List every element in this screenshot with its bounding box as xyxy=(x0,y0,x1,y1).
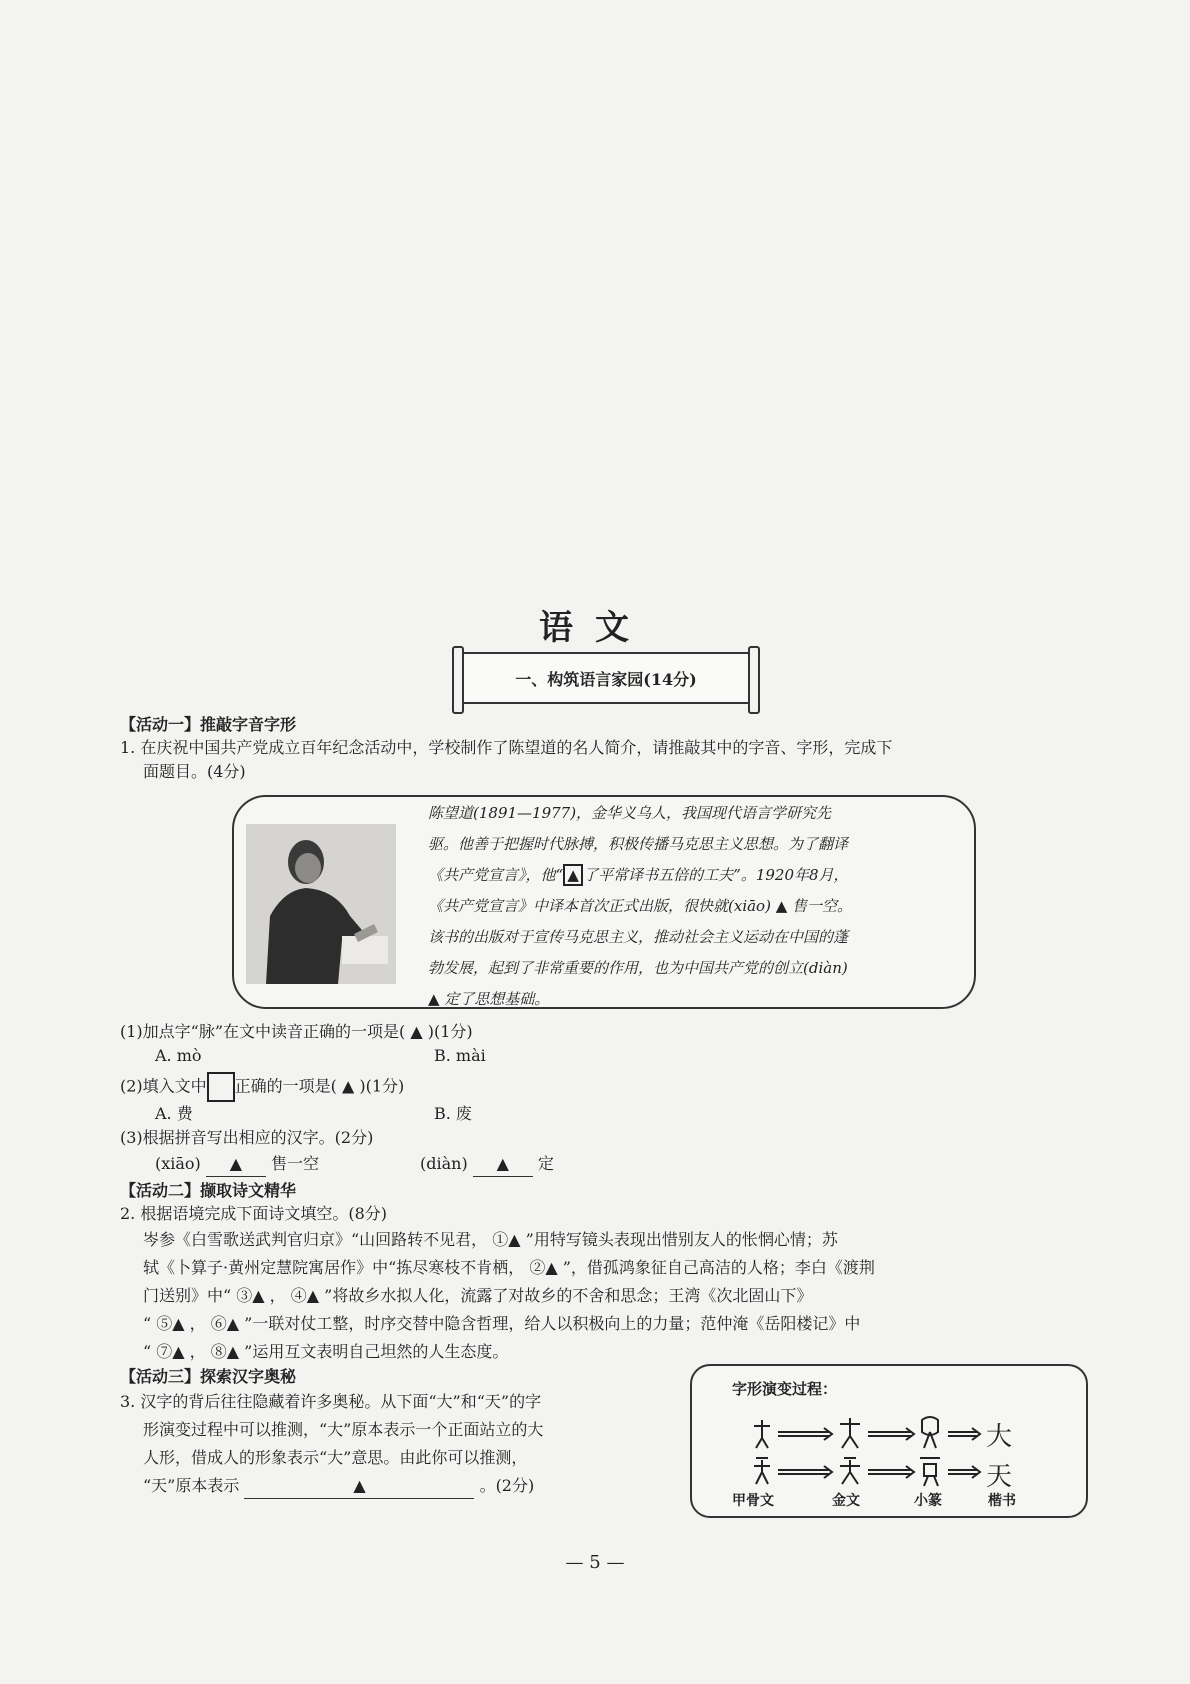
q1-sub2-option-a: A. 费 xyxy=(155,1104,193,1123)
q2-line1: 2. 根据语境完成下面诗文填空。(8分) xyxy=(120,1204,388,1223)
label-jinwen: 金文 xyxy=(832,1493,860,1509)
bio-line-2: 驱。他善于把握时代脉搏，积极传播马克思主义思想。为了翻译 xyxy=(428,835,849,853)
q1-sub2-option-b: B. 废 xyxy=(434,1104,472,1123)
activity2-heading: 【活动二】撷取诗文精华 xyxy=(120,1181,297,1200)
q1-sub2: (2)填入文中 正确的一项是( ▲ )(1分) xyxy=(120,1072,404,1102)
q2-line4: 门送别》中“ ③▲ ， ④▲ ”将故乡水拟人化，流露了对故乡的不舍和思念；王湾《次北固山下》 xyxy=(143,1286,813,1305)
q2-line6: “ ⑦▲ ， ⑧▲ ”运用互文表明自己坦然的人生态度。 xyxy=(143,1342,509,1361)
q1-line2: 面题目。(4分) xyxy=(143,762,246,781)
q3-line1: 3. 汉字的背后往往隐藏着许多奥秘。从下面“大”和“天”的字 xyxy=(120,1392,542,1411)
bio-line-7: ▲ 定了思想基础。 xyxy=(428,990,550,1008)
activity1-heading: 【活动一】推敲字音字形 xyxy=(120,715,297,734)
answer-blank[interactable]: ▲ xyxy=(206,1152,266,1177)
page-number: — 5 — xyxy=(565,1552,625,1573)
glyph-tian-kaishu: 天 xyxy=(986,1462,1013,1492)
bio-line-4: 《共产党宣言》中译本首次正式出版，很快就(xiāo) ▲ 售一空。 xyxy=(428,897,853,915)
glyph-evolution-box xyxy=(690,1364,1088,1518)
q3-line4: “天”原本表示 ▲ 。(2分) xyxy=(143,1474,534,1499)
portrait-photo xyxy=(246,824,396,984)
evolution-title: 字形演变过程： xyxy=(732,1380,838,1398)
blank-square xyxy=(207,1072,235,1102)
label-xiaozhuan: 小篆 xyxy=(914,1493,942,1509)
bio-line-3: 《共产党宣言》，他“ ▲ 了平常译书五倍的工夫”。1920年8月， xyxy=(428,866,849,884)
q2-line5: “ ⑤▲ ， ⑥▲ ”一联对仗工整，时序交替中隐含哲理，给人以积极向上的力量；范仲淹《岳阳楼记》中 xyxy=(143,1314,861,1333)
activity3-heading: 【活动三】探索汉字奥秘 xyxy=(120,1367,297,1386)
q2-line3: 轼《卜算子·黄州定慧院寓居作》中“拣尽寒枝不肯栖， ②▲ ”，借孤鸿象征自己高洁的人格；李白《渡荆 xyxy=(143,1258,875,1277)
q1-sub1-option-b: B. mài xyxy=(434,1046,486,1065)
bio-blank-box: ▲ xyxy=(563,864,583,886)
section-title: 一、构筑语言家园(14分) xyxy=(515,669,697,689)
q1-sub3: (3)根据拼音写出相应的汉字。(2分) xyxy=(120,1128,374,1147)
label-jiaguwen: 甲骨文 xyxy=(732,1493,774,1509)
q1-line1: 1. 在庆祝中国共产党成立百年纪念活动中，学校制作了陈望道的名人简介，请推敲其中的字音、字形，完成下 xyxy=(120,738,893,757)
q2-line2: 岑参《白雪歌送武判官归京》“山回路转不见君， ①▲ ”用特写镜头表现出惜别友人的怅惘心情；苏 xyxy=(143,1230,838,1249)
answer-blank[interactable]: ▲ xyxy=(244,1474,474,1499)
q3-line3: 人形，借成人的形象表示“大”意思。由此你可以推测， xyxy=(143,1448,528,1467)
q3-line2: 形演变过程中可以推测，“大”原本表示一个正面站立的大 xyxy=(143,1420,544,1439)
q1-sub1: (1)加点字“脉”在文中读音正确的一项是( ▲ )(1分) xyxy=(120,1022,473,1041)
subject-title: 语文 xyxy=(539,608,651,648)
answer-blank[interactable]: ▲ xyxy=(473,1152,533,1177)
biography-text xyxy=(428,798,958,1015)
label-kaishu: 楷书 xyxy=(988,1493,1016,1509)
bio-line-5: 该书的出版对于宣传马克思主义，推动社会主义运动在中国的蓬 xyxy=(428,928,849,946)
q1-sub1-option-a: A. mò xyxy=(155,1046,202,1065)
glyph-da-kaishu: 大 xyxy=(986,1422,1013,1452)
glyph-evolution-diagram xyxy=(752,1408,982,1488)
q1-sub3-a: (xiāo) ▲ 售一空 xyxy=(155,1152,319,1177)
section-banner xyxy=(462,652,750,704)
bio-line-1: 陈望道(1891—1977)，金华义乌人，我国现代语言学研究先 xyxy=(428,804,832,822)
bio-line-6: 勃发展，起到了非常重要的作用，也为中国共产党的创立(diàn) xyxy=(428,959,848,977)
q1-sub3-b: (diàn) ▲ 定 xyxy=(420,1152,554,1177)
